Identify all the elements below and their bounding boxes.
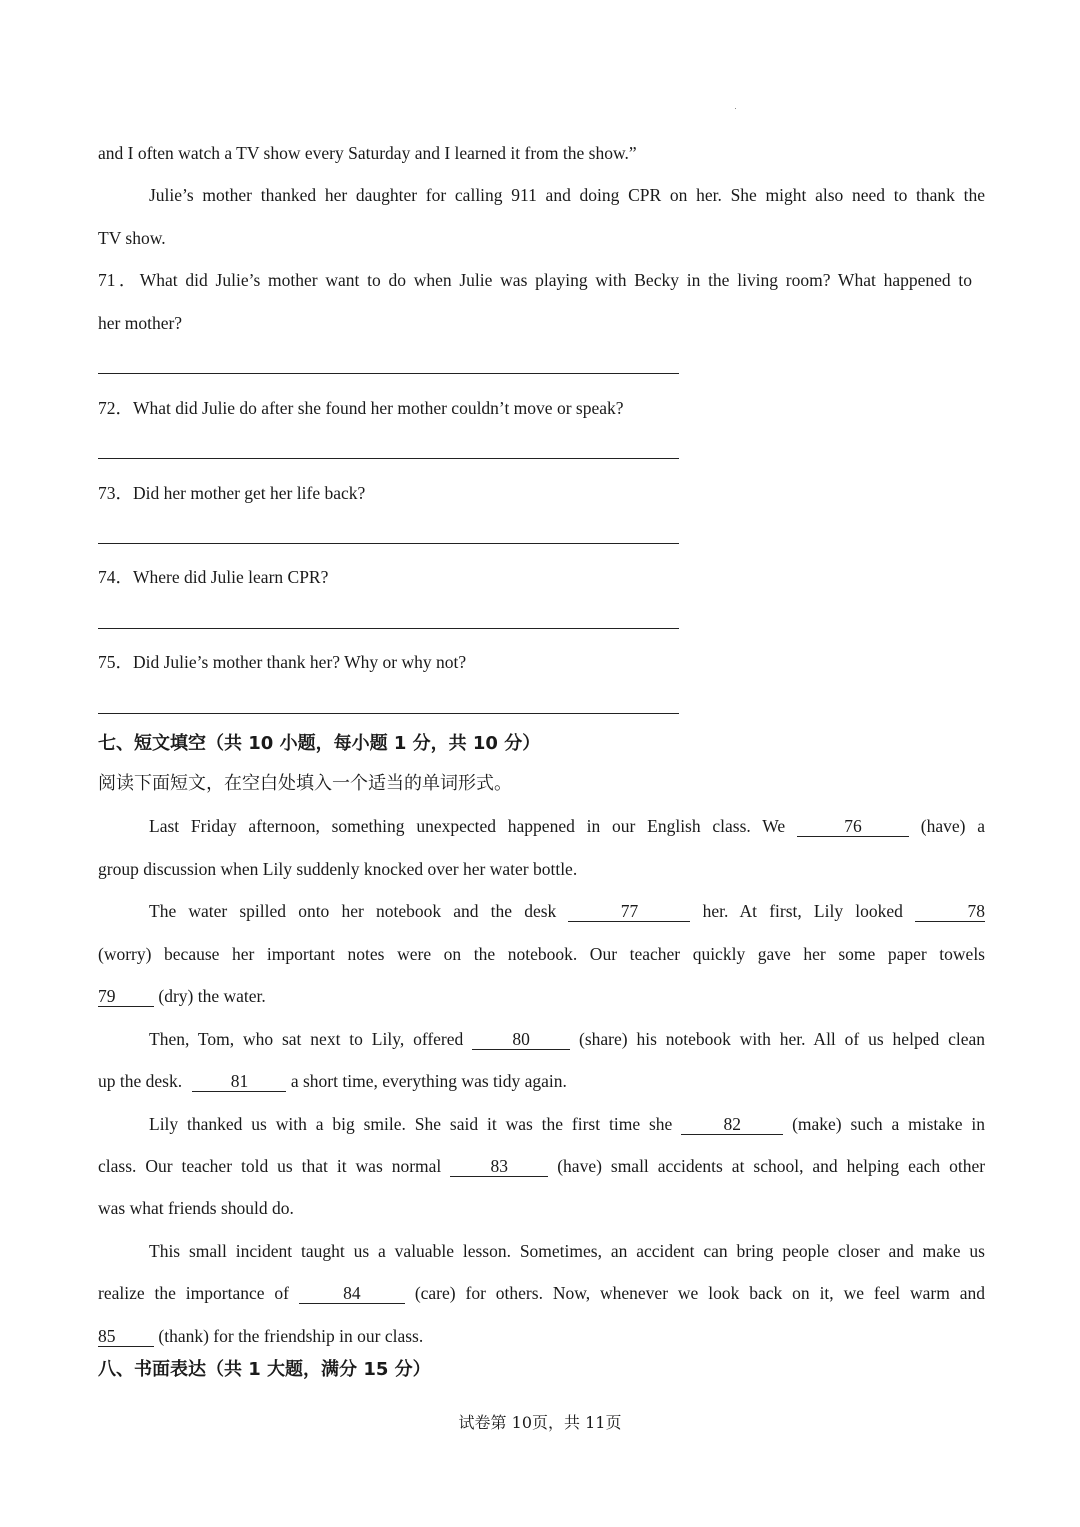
answer-line-75[interactable] (98, 713, 679, 714)
answer-line-74[interactable] (98, 628, 679, 629)
question-text: What did Julie do after she found her mother couldn’t move or speak? (133, 398, 624, 418)
cloze-text: her. At first, Lily looked (702, 901, 903, 921)
cloze-line-5 (98, 984, 985, 1008)
blank-77[interactable]: 77 (568, 901, 690, 922)
cloze-text: up the desk. (98, 1071, 183, 1091)
cloze-line-7 (98, 1069, 985, 1093)
question-71-cont: her mother? (98, 313, 183, 333)
cloze-text: Then, Tom, who sat next to Lily, offered (149, 1029, 464, 1049)
story-line-2: Julie’s mother thanked her daughter for calling 911 and doing CPR on her. She might also need to thank the (149, 185, 985, 205)
blank-85[interactable]: 85 (98, 1326, 154, 1347)
question-73 (98, 481, 985, 505)
cloze-text: Last Friday afternoon, something unexpected happened in our English class. We (149, 816, 786, 836)
blank-76[interactable]: 76 (797, 816, 909, 837)
question-text: Did her mother get her life back? (133, 483, 366, 503)
section-7-heading: 七、短文填空（共 10 小题，每小题 1 分，共 10 分） (98, 733, 541, 754)
blank-78[interactable]: 78 (915, 901, 985, 922)
cloze-line-9 (98, 1154, 985, 1178)
cloze-line-3 (149, 899, 985, 923)
question-number: 71． (98, 270, 140, 290)
blank-79[interactable]: 79 (98, 986, 154, 1007)
cloze-line-1 (149, 814, 985, 838)
question-75 (98, 650, 985, 674)
cloze-line-4: (worry) because her important notes were on the notebook. Our teacher quickly gave her some paper towels (98, 944, 985, 964)
answer-line-72[interactable] (98, 458, 679, 459)
question-text: Did Julie’s mother thank her? Why or why not? (133, 652, 467, 672)
cloze-text: (have) a (920, 816, 985, 836)
section-7-instruction: 阅读下面短文，在空白处填入一个适当的单词形式。 (98, 773, 512, 794)
question-text: What did Julie’s mother want to do when Julie was playing with Becky in the living room? What happened to (139, 270, 973, 290)
cloze-text: (thank) for the friendship in our class. (158, 1326, 424, 1346)
cloze-line-12 (98, 1281, 985, 1305)
answer-line-71[interactable] (98, 373, 679, 374)
story-line-1: and I often watch a TV show every Saturday and I learned it from the show.” (98, 143, 637, 163)
question-74 (98, 565, 985, 589)
blank-82[interactable]: 82 (681, 1114, 783, 1135)
question-number: 72． (98, 398, 133, 418)
question-72 (98, 396, 985, 420)
cloze-text: (care) for others. Now, whenever we look back on it, we feel warm and (414, 1283, 986, 1303)
cloze-text: (have) small accidents at school, and helping each other (557, 1156, 986, 1176)
cloze-text: (make) such a mistake in (792, 1114, 986, 1134)
cloze-line-13 (98, 1324, 985, 1348)
answer-line-73[interactable] (98, 543, 679, 544)
story-line-3: TV show. (98, 228, 166, 248)
question-71 (98, 268, 972, 292)
cloze-line-8 (149, 1112, 985, 1136)
blank-80[interactable]: 80 (472, 1029, 570, 1050)
question-number: 75． (98, 652, 133, 672)
blank-81[interactable]: 81 (192, 1071, 286, 1092)
cloze-line-10: was what friends should do. (98, 1198, 294, 1218)
section-8-heading: 八、书面表达（共 1 大题，满分 15 分） (98, 1359, 431, 1380)
cloze-text: realize the importance of (98, 1283, 289, 1303)
blank-84[interactable]: 84 (299, 1283, 405, 1304)
question-number: 74． (98, 567, 133, 587)
blank-83[interactable]: 83 (450, 1156, 548, 1177)
page-footer: 试卷第 10页，共 11页 (458, 1413, 622, 1432)
cloze-text: (dry) the water. (158, 986, 266, 1006)
question-number: 73． (98, 483, 133, 503)
cloze-line-11: This small incident taught us a valuable lesson. Sometimes, an accident can bring people closer and make us (149, 1241, 985, 1261)
question-text: Where did Julie learn CPR? (133, 567, 329, 587)
cloze-text: a short time, everything was tidy again. (290, 1071, 567, 1091)
cloze-line-2: group discussion when Lily suddenly knocked over her water bottle. (98, 859, 578, 879)
cloze-text: class. Our teacher told us that it was normal (98, 1156, 442, 1176)
cloze-text: The water spilled onto her notebook and the desk (149, 901, 557, 921)
scan-speck (735, 108, 736, 109)
cloze-line-6 (149, 1027, 985, 1051)
cloze-text: Lily thanked us with a big smile. She said it was the first time she (149, 1114, 673, 1134)
cloze-text: (share) his notebook with her. All of us helped clean (579, 1029, 985, 1049)
